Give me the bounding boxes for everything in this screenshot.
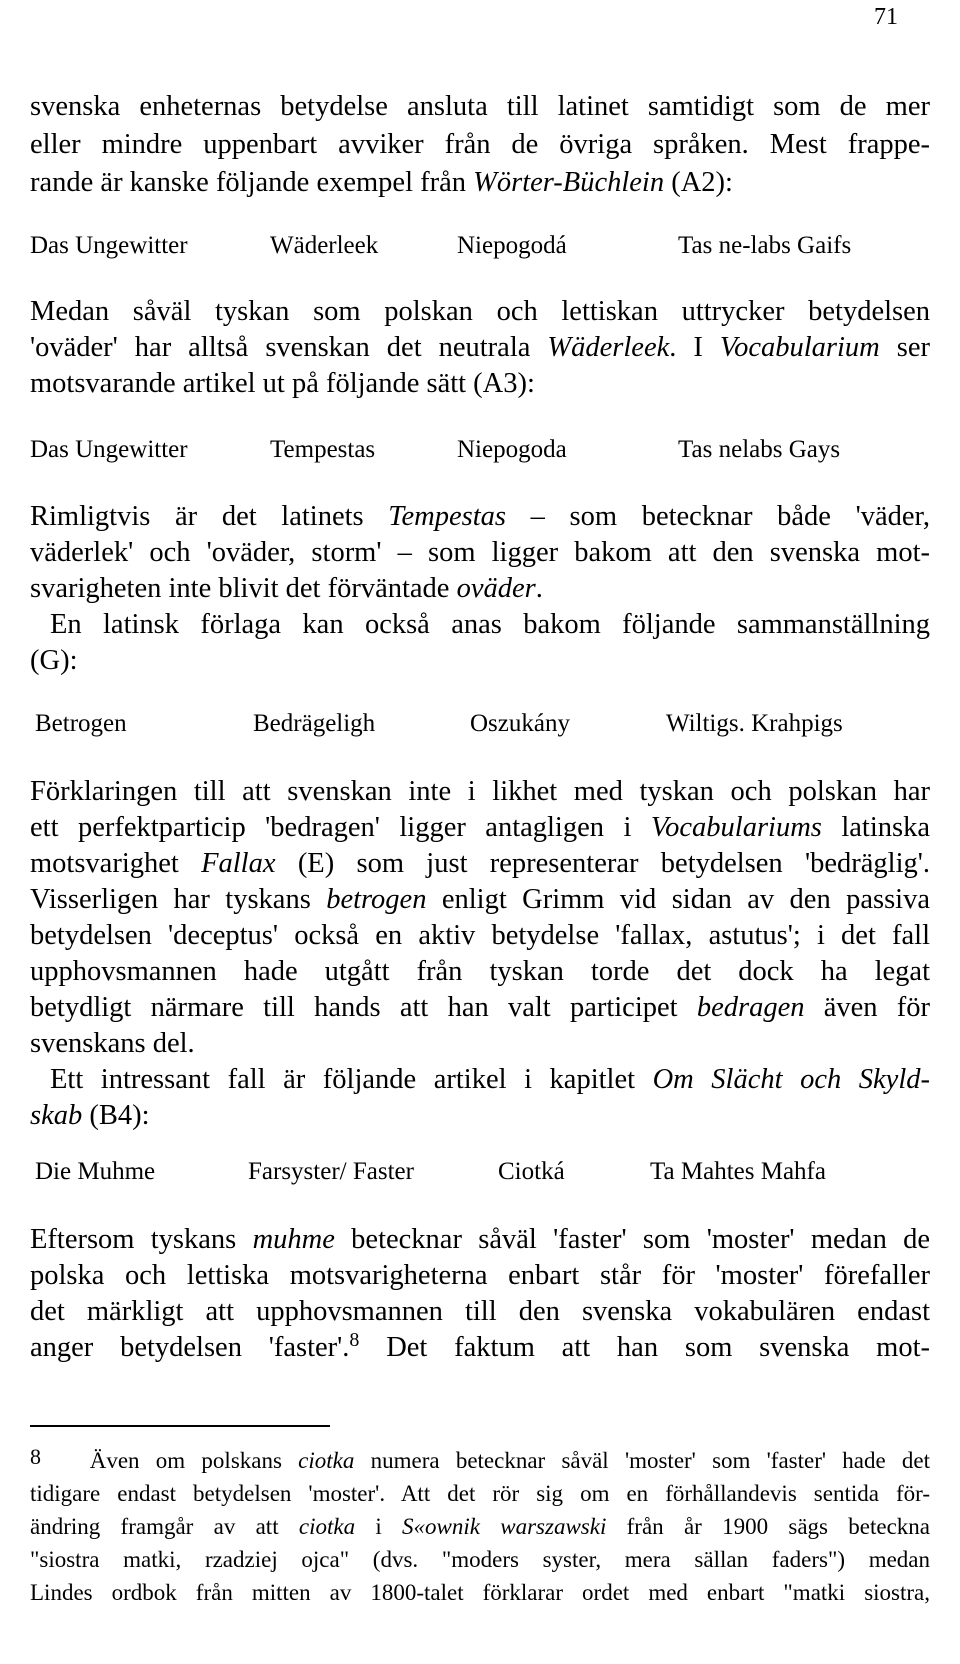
text-line: skab (B4): — [30, 1100, 150, 1131]
gloss-swedish: Farsyster/ Faster — [248, 1158, 414, 1185]
text-line: motsvarighet Fallax (E) som just representerar betydelsen 'bedräglig'. — [30, 848, 930, 879]
gloss-german: Das Ungewitter — [30, 436, 188, 463]
text-line: Eftersom tyskans muhme betecknar såväl 'faster' som 'moster' medan de — [30, 1224, 931, 1255]
gloss-polish: Ciotká — [498, 1158, 565, 1185]
text-line: anger betydelsen 'faster'.$^8$ Det faktum att han som svenska mot- — [30, 1329, 930, 1363]
gloss-latvian: Tas nelabs Gays — [678, 436, 841, 463]
text-line: betydelsen 'deceptus' också en aktiv betydelse 'fallax, astutus'; i det fall — [30, 920, 930, 951]
page-number: 71 — [874, 4, 898, 30]
italic-title: Wörter-Büchlein — [473, 167, 665, 198]
text-line: eller mindre uppenbart avviker från de övriga språken. Mest frappe- — [30, 129, 930, 160]
footnote-line: 8 Även om polskans ciotka numera betecknar såväl 'moster' som 'faster' hade det — [30, 1444, 931, 1473]
gloss-polish: Niepogoda — [457, 436, 567, 463]
gloss-german: Die Muhme — [35, 1158, 156, 1185]
gloss-row-3 — [0, 706, 960, 742]
text-line: rande är kanske följande exempel från Wörter-Büchlein (A2): — [30, 167, 733, 198]
text-line: betydligt närmare till hands att han valt participet bedragen även för — [30, 992, 930, 1023]
gloss-latin: Tempestas — [270, 436, 376, 463]
footnote-separator — [30, 1425, 330, 1427]
footnote-mark: 8 — [30, 1444, 41, 1469]
gloss-swedish: Bedrägeligh — [253, 710, 376, 737]
gloss-swedish: Wäderleek — [270, 232, 379, 259]
footnote-line: Lindes ordbok från mitten av 1800-talet förklarar ordet med enbart "matki siostra, — [30, 1580, 930, 1605]
gloss-row-4 — [0, 1154, 960, 1190]
gloss-row-2 — [0, 432, 960, 468]
footnote-line: tidigare endast betydelsen 'moster'. Att det rör sig om en förhållandevis sentida för- — [30, 1481, 930, 1506]
text-line: Medan såväl tyskan som polskan och lettiskan uttrycker betydelsen — [30, 296, 930, 327]
text-line: Rimligtvis är det latinets Tempestas – som betecknar både 'väder, — [30, 501, 930, 532]
footnote-reference[interactable]: 8 — [349, 1329, 360, 1351]
gloss-german: Das Ungewitter — [30, 232, 188, 259]
gloss-latvian: Wiltigs. Krahpigs — [666, 710, 843, 737]
gloss-polish: Niepogodá — [457, 232, 567, 259]
text-line: ett perfektparticip 'bedragen' ligger antagligen i Vocabulariums latinska — [30, 812, 930, 843]
gloss-polish: Oszukány — [470, 710, 570, 737]
gloss-latvian: Ta Mahtes Mahfa — [650, 1158, 826, 1185]
text-line: 'oväder' har alltså svenskan det neutrala Wäderleek. I Vocabularium ser — [30, 332, 931, 363]
text-line: (G): — [30, 645, 78, 676]
text-line: upphovsmannen hade utgått från tyskan torde det dock ha legat — [30, 956, 930, 987]
text-line: motsvarande artikel ut på följande sätt (A3): — [30, 368, 535, 399]
text-line: svenska enheternas betydelse ansluta till latinet samtidigt som de mer — [30, 91, 930, 122]
text-line: Ett intressant fall är följande artikel i kapitlet Om Slächt och Skyld- — [50, 1064, 930, 1095]
text-line: En latinsk förlaga kan också anas bakom följande sammanställning — [50, 609, 930, 640]
text-line: Visserligen har tyskans betrogen enligt Grimm vid sidan av den passiva — [30, 884, 930, 915]
gloss-german: Betrogen — [35, 710, 127, 737]
text-line: det märkligt att upphovsmannen till den svenska vokabulären endast — [30, 1296, 930, 1327]
footnote-line: ändring framgår av att ciotka i S«ownik warszawski från år 1900 sägs beteckna — [30, 1514, 931, 1539]
text-line: väderlek' och 'oväder, storm' – som ligger bakom att den svenska mot- — [30, 537, 930, 568]
text-line: Förklaringen till att svenskan inte i likhet med tyskan och polskan har — [30, 776, 930, 807]
footnote-line: "siostra matki, rzadziej ojca" (dvs. "moders syster, mera sällan faders") medan — [30, 1547, 930, 1572]
text-line: svenskans del. — [30, 1028, 195, 1059]
gloss-row-1 — [0, 228, 960, 264]
text-line: svarigheten inte blivit det förväntade oväder. — [30, 573, 543, 604]
text-line: polska och lettiska motsvarigheterna enbart står för 'moster' förefaller — [30, 1260, 930, 1291]
gloss-latvian: Tas ne-labs Gaifs — [678, 232, 852, 259]
